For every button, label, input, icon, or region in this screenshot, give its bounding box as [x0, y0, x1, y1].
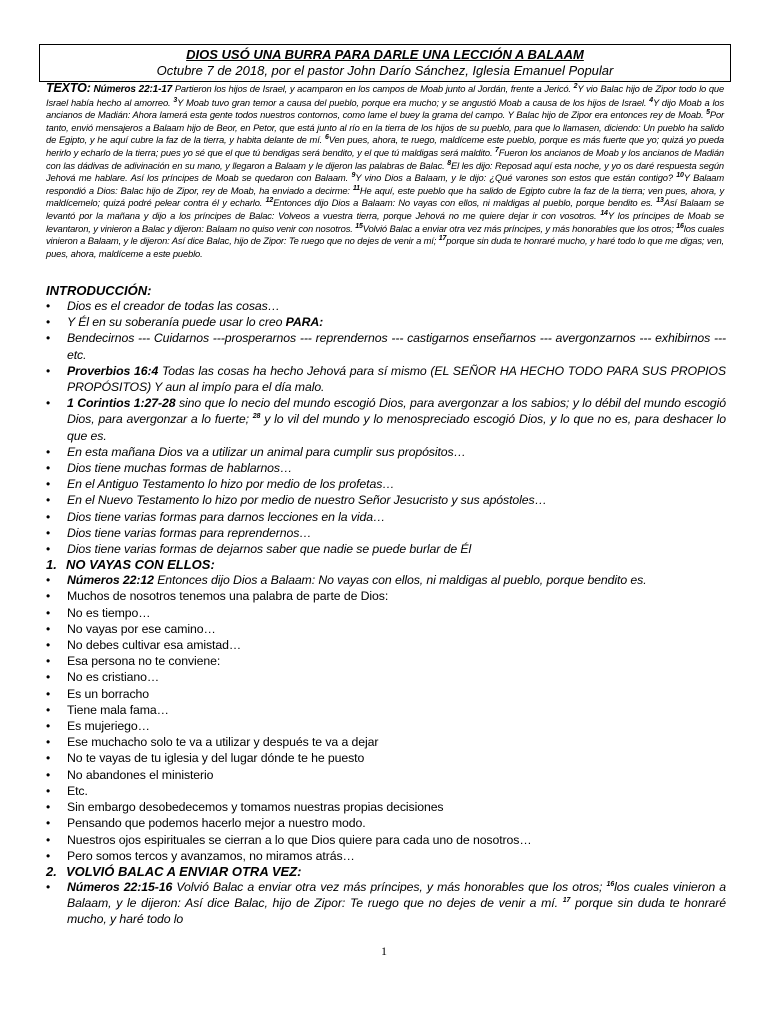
verse-16: los cuales vinieron a Balaam, y le dijeron: Así dice Balac, hijo de Zipor: Te ruego que no dejes de venir a mí;: [46, 222, 724, 247]
list-item: • Dios es el creador de todas las cosas…: [46, 298, 726, 314]
list-item: • No debes cultivar esa amistad…: [46, 637, 726, 653]
sermon-subtitle: Octubre 7 de 2018, por el pastor John Darío Sánchez, Iglesia Emanuel Popular: [156, 63, 614, 78]
verse-15: Volvió Balac a enviar otra vez más príncipes, y más honorables que los otros;: [362, 222, 677, 234]
list-item: • Pensando que podemos hacerlo mejor a nuestro modo.: [46, 815, 726, 831]
page-number: 1: [381, 944, 387, 958]
intro-list: [46, 298, 726, 557]
verse-3: Y Moab tuvo gran temor a causa del pueblo, porque era mucho; y se angustió Moab a causa de los hijos de Israel.: [177, 96, 650, 108]
list-item: • Nuestros ojos espirituales se cierran a lo que Dios quiere para cada uno de nosotros…: [46, 832, 726, 848]
texto-label: TEXTO:: [46, 81, 91, 95]
scripture-text: TEXTO: Números 22:1-17 Partieron los hijos de Israel, y acamparon en los campos de Moab junto al Jordán, frente a Jericó. $^2$Y vio Balac hijo de Zipor todo lo que Israel había hecho al amorreo. $^3$Y Moab tuvo gran temor a causa del pueblo, porque era mucho; y se angustió Moab a causa de los hijos de Israel. $^4$Y dijo Moab a los ancianos de Madián: Ahora lamerá esta gente todos nuestros contornos, como lame el buey la grama del campo. Y Balac hijo de Zipor era entonces rey de Moab. $^5$Por tanto, envió mensajeros a Balaam hijo de Beor, en Petor, que está junto al río en la tierra de los hijos de su pueblo, para que lo llamasen, diciendo: Un pueblo ha salido de Egipto, y he aquí cubre la faz de la tierra, y habita delante de mí. $^6$Ven pues, ahora, te ruego, maldíceme este pueblo, porque es más fuerte que yo; quizá yo pueda herirlo y echarlo de la tierra; pues yo sé que el que tú bendigas será bendito, y el que tú maldigas será maldito. $^7$Fueron los ancianos de Moab y los ancianos de Madián con las dádivas de adivinación en su mano, y llegaron a Balaam y le dijeron las palabras de Balac. $^8$El les dijo: Reposad aquí esta noche, y yo os daré respuesta según Jehová me hablare. Así los príncipes de Moab se quedaron con Balaam. $^9$Y vino Dios a Balaam, y le dijo: ¿Qué varones son estos que están contigo? $^{10}$Y Balaam respondió a Dios: Balac hijo de Zipor, rey de Moab, ha enviado a decirme: $^{11}$He aquí, este pueblo que ha salido de Egipto cubre la faz de la tierra; ven pues, ahora, y maldícemelo; quizá podré pelear contra él y echarlo. $^{12}$Entonces dijo Dios a Balaam: No vayas con ellos, ni maldigas al pueblo, porque bendito es. $^{13}$Así Balaam se levantó por la mañana y dijo a los príncipes de Balac: Volveos a vuestra tierra, porque Jehová no me quiere dejar ir con vosotros. $^{14}$Y los príncipes de Moab se levantaron, y vinieron a Balac y dijeron: Balaam no quiso venir con nosotros. $^{15}$Volvió Balac a enviar otra vez más príncipes, y más honorables que los otros; $^{16}$los cuales vinieron a Balaam, y le dijeron: Así dice Balac, hijo de Zipor: Te ruego que no dejes de venir a mí; $^{17}$porque sin duda te honraré mucho, y haré todo lo que me digas; ven, pues, ahora, maldíceme a este pueblo.: [46, 81, 725, 259]
list-item: • No te vayas de tu iglesia y del lugar dónde te he puesto: [46, 750, 726, 766]
list-item: • Muchos de nosotros tenemos una palabra de parte de Dios:: [46, 588, 726, 604]
list-item: • Dios tiene muchas formas de hablarnos…: [46, 460, 726, 476]
verse-13: Así Balaam se levantó por la mañana y dijo a los príncipes de Balac: Volveos a vuestra tierra, porque Jehová no me quiere dejar ir con vosotros.: [46, 197, 724, 221]
section-1-heading: 1. NO VAYAS CON ELLOS:: [46, 557, 215, 573]
list-item: • Esa persona no te conviene:: [46, 653, 726, 669]
verse-5: Por tanto, envió mensajeros a Balaam hijo de Beor, en Petor, que está junto al río en la tierra de los hijos de su pueblo, para que lo llamasen, diciendo: Un pueblo ha salido de Egipto, y he aquí cubre la faz de la tierra, y habita delante de mí.: [46, 109, 724, 146]
list-item: • No abandones el ministerio: [46, 767, 726, 783]
list-item: • Pero somos tercos y avanzamos, no miramos atrás…: [46, 848, 726, 864]
list-item: • Dios tiene varias formas para reprendernos…: [46, 525, 726, 541]
sermon-title: DIOS USÓ UNA BURRA PARA DARLE UNA LECCIÓN A BALAAM: [186, 47, 584, 62]
list-item: • No vayas por ese camino…: [46, 621, 726, 637]
list-item: • Es un borracho: [46, 686, 726, 702]
verse-7: Fueron los ancianos de Moab y los ancianos de Madián con las dádivas de adivinación en su mano, y llegaron a Balaam y le dijeron las palabras de Balac.: [46, 146, 724, 171]
verse-4: Y dijo Moab a los ancianos de Madián: Ahora lamerá esta gente todos nuestros contornos, como lame el buey la grama del campo. Y Balac hijo de Zipor era entonces rey de Moab.: [46, 96, 724, 121]
verse-14: Y los príncipes de Moab se levantaron, y vinieron a Balac y dijeron: Balaam no quiso venir con nosotros.: [46, 209, 724, 234]
section-1-list: [46, 572, 726, 864]
list-item: • No es cristiano…: [46, 669, 726, 685]
section-2-list: [46, 879, 726, 928]
verse-2: Y vio Balac hijo de Zipor todo lo que Israel había hecho al amorreo.: [46, 83, 725, 108]
list-item: • Tiene mala fama…: [46, 702, 726, 718]
list-item: • Números 22:12 Entonces dijo Dios a Balaam: No vayas con ellos, ni maldigas al pueblo, porque bendito es.: [46, 572, 726, 588]
list-item: • 1 Corintios 1:27-28 sino que lo necio del mundo escogió Dios, para avergonzar a los sabios; y lo débil del mundo escogió Dios, para avergonzar a lo fuerte; $^{28}$ y lo vil del mundo y lo menospreciado escogió Dios, y lo que no es, para deshacer lo que es.: [46, 395, 726, 444]
para-label: PARA:: [285, 315, 324, 330]
proverbs-reference: Proverbios 16:4: [67, 363, 159, 378]
verse-8: El les dijo: Reposad aquí esta noche, y yo os daré respuesta según Jehová me hablare. Así los príncipes de Moab se quedaron con Balaam.: [46, 159, 724, 184]
corinthians-reference: 1 Corintios 1:27-28: [67, 396, 176, 411]
verse-6: Ven pues, ahora, te ruego, maldíceme este pueblo, porque es más fuerte que yo; quizá yo pueda herirlo y echarlo de la tierra; pues yo sé que el que tú bendigas será bendito, y el que tú maldigas será maldito.: [46, 134, 724, 158]
section-2-reference: Números 22:15-16: [67, 879, 173, 894]
list-item: • Bendecirnos --- Cuidarnos ---prosperarnos --- reprendernos --- castigarnos enseñarnos --- avergonzarnos --- exhibirnos --- etc.: [46, 330, 726, 362]
intro-heading: INTRODUCCIÓN:: [46, 283, 152, 298]
list-item: • En el Nuevo Testamento lo hizo por medio de nuestro Señor Jesucristo y sus apóstoles…: [46, 492, 726, 508]
list-item: • En esta mañana Dios va a utilizar un animal para cumplir sus propósitos…: [46, 444, 726, 460]
list-item: • Sin embargo desobedecemos y tomamos nuestras propias decisiones: [46, 799, 726, 815]
list-item: • En el Antiguo Testamento lo hizo por medio de los profetas…: [46, 476, 726, 492]
list-item: • Ese muchacho solo te va a utilizar y después te va a dejar: [46, 734, 726, 750]
list-item: • Dios tiene varias formas de dejarnos saber que nadie se puede burlar de Él: [46, 541, 726, 557]
section-2-heading: 2. VOLVIÓ BALAC A ENVIAR OTRA VEZ:: [46, 863, 302, 879]
verse-10: Y Balaam respondió a Dios: Balac hijo de Zipor, rey de Moab, ha enviado a decirme:: [46, 172, 724, 196]
texto-reference: Números 22:1-17: [93, 84, 173, 95]
list-item: • Etc.: [46, 783, 726, 799]
verse-17: porque sin duda te honraré mucho, y haré todo lo que me digas; ven, pues, ahora, maldíceme a este pueblo.: [46, 235, 724, 259]
section-1-reference: Números 22:12: [67, 573, 154, 588]
verse-11: He aquí, este pueblo que ha salido de Egipto cubre la faz de la tierra; ven pues, ahora, y maldícemelo; quizá podré pelear contra él y echarlo.: [46, 184, 724, 209]
verse-9: Y vino Dios a Balaam, y le dijo: ¿Qué varones son estos que están contigo?: [355, 172, 677, 184]
list-item: • Y Él en su soberanía puede usar lo creo PARA:: [46, 314, 726, 330]
sermon-body: [46, 283, 726, 928]
title-box: [39, 44, 731, 82]
list-item: • No es tiempo…: [46, 605, 726, 621]
list-item: • Números 22:15-16 Volvió Balac a enviar otra vez más príncipes, y más honorables que los otros; $^{16}$los cuales vinieron a Balaam, y le dijeron: Así dice Balac, hijo de Zipor: Te ruego que no dejes de venir a mí. $^{17}$ porque sin duda te honraré mucho, y haré todo lo: [46, 879, 726, 928]
list-item: • Es mujeriego…: [46, 718, 726, 734]
verse-1: Partieron los hijos de Israel, y acamparon en los campos de Moab junto al Jordán, frente a Jericó.: [172, 83, 574, 94]
list-item: • Proverbios 16:4 Todas las cosas ha hecho Jehová para sí mismo (EL SEÑOR HA HECHO TODO PARA SUS PROPIOS PROPÓSITOS) Y aun al impío para el día malo.: [46, 363, 726, 395]
list-item: • Dios tiene varias formas para darnos lecciones en la vida…: [46, 509, 726, 525]
verse-12: Entonces dijo Dios a Balaam: No vayas con ellos, ni maldigas al pueblo, porque bendito es.: [273, 197, 657, 209]
